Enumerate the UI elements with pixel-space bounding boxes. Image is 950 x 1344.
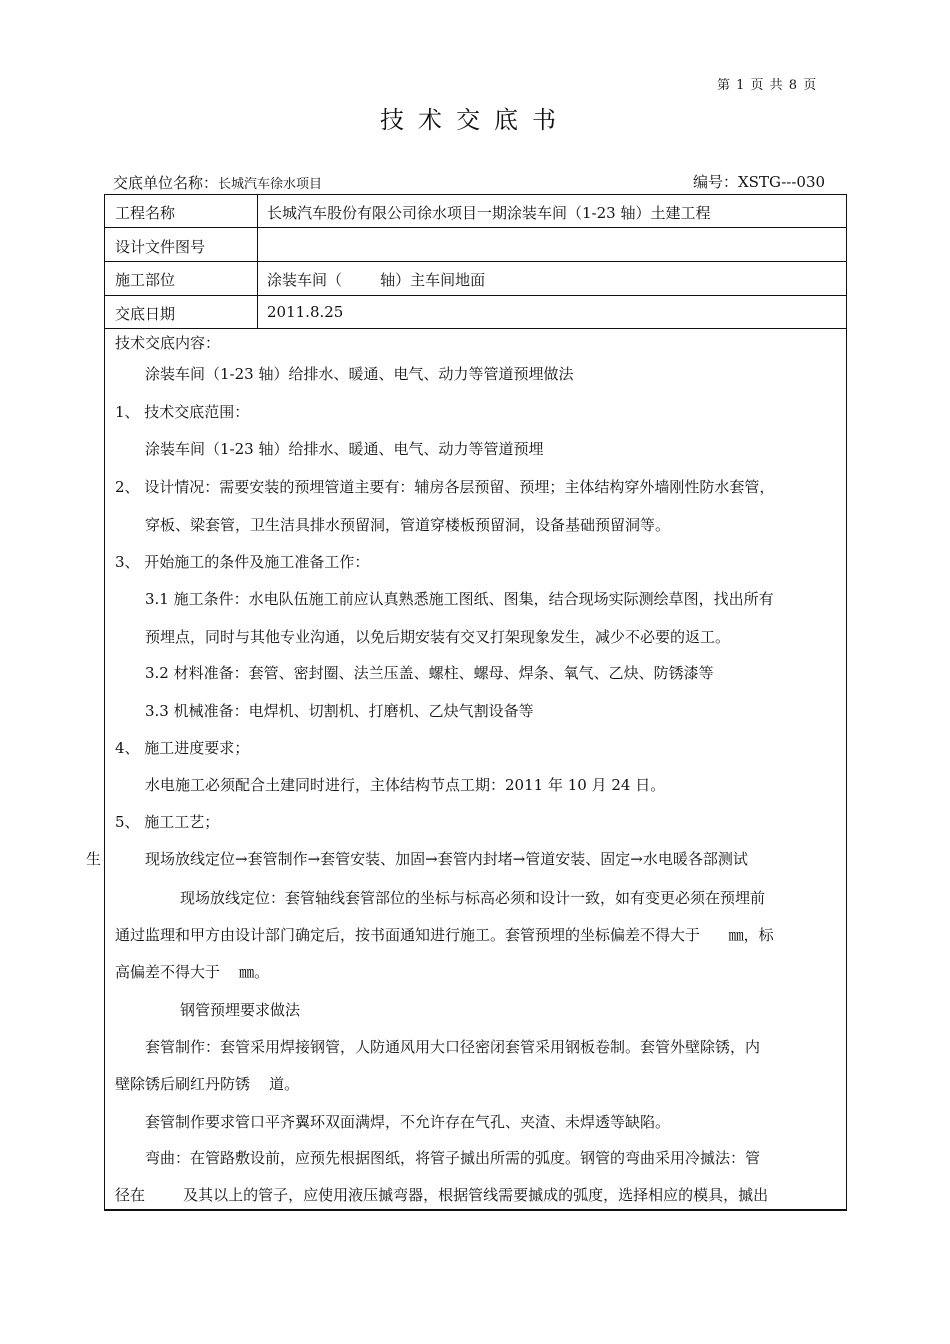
construction-location-value: 涂装车间（ 轴）主车间地面 (267, 271, 486, 289)
paragraph-line: 现场放线定位：套管轴线套管部位的坐标与标高必须和设计一致，如有变更必须在预埋前 (180, 889, 766, 907)
paragraph-line: 预埋点，同时与其他专业沟通，以免后期安装有交叉打架现象发生，减少不必要的返工。 (145, 628, 731, 646)
table-divider (104, 328, 847, 329)
paragraph-line: 水电施工必须配合土建同时进行，主体结构节点工期：2011 年 10 月 24 日。 (145, 776, 666, 794)
process-flow: 现场放线定位→套管制作→套管安装、加固→套管内封堵→管道安装、固定→水电暖各部测试 (145, 850, 748, 868)
content-heading: 技术交底内容： (115, 334, 221, 352)
project-name-value: 长城汽车股份有限公司徐水项目一期涂装车间（1-23 轴）土建工程 (267, 204, 711, 222)
document-code: 编号：XSTG---030 (693, 173, 826, 191)
paragraph-line: 径在 及其以上的管子，应使用液压摵弯器，根据管线需要摵成的弧度，选择相应的模具，摵出 (115, 1186, 769, 1204)
unit-name-value: 长城汽车徐水项目 (218, 177, 323, 192)
content-summary: 涂装车间（1-23 轴）给排水、暖通、电气、动力等管道预埋做法 (145, 365, 574, 383)
section-heading-4: 4、 施工进度要求； (115, 739, 250, 757)
paragraph-line: 穿板、梁套管，卫生洁具排水预留洞，管道穿楼板预留洞，设备基础预留洞等。 (145, 516, 671, 534)
paragraph-line: 3.3 机械准备：电焊机、切割机、打磨机、乙炔气割设备等 (145, 702, 534, 720)
construction-location-label: 施工部位 (115, 271, 176, 289)
table-column-divider (257, 194, 258, 328)
paragraph-line: 涂装车间（1-23 轴）给排水、暖通、电气、动力等管道预埋 (145, 440, 544, 458)
table-divider (104, 261, 847, 262)
paragraph-line: 3.2 材料准备：套管、密封圈、法兰压盖、螺柱、螺母、焊条、氧气、乙炔、防锈漆等 (145, 664, 714, 682)
section-heading-2: 2、 设计情况：需要安装的预埋管道主要有：辅房各层预留、预埋；主体结构穿外墙刚性防水套管， (115, 478, 775, 496)
paragraph-line: 高偏差不得大于 ㎜。 (115, 963, 270, 981)
table-divider (104, 227, 847, 228)
paragraph-line: 套管制作要求管口平齐翼环双面满焊，不允许存在气孔、夹渣、未焊透等缺陷。 (145, 1113, 671, 1131)
paragraph-line: 弯曲：在管路敷设前，应预先根据图纸，将管子摵出所需的弧度。钢管的弯曲采用冷摵法：管 (145, 1149, 761, 1167)
project-name-label: 工程名称 (115, 204, 176, 222)
design-drawing-label: 设计文件图号 (115, 238, 206, 256)
subsection-heading: 钢管预埋要求做法 (180, 1001, 301, 1019)
paragraph-line: 通过监理和甲方由设计部门确定后，按书面通知进行施工。套管预埋的坐标偏差不得大于 ㎜，标 (115, 926, 774, 944)
section-heading-3: 3、 开始施工的条件及施工准备工作： (115, 553, 370, 571)
disclosure-date-label: 交底日期 (115, 305, 176, 323)
unit-name-label: 交底单位名称： (113, 174, 219, 192)
section-heading-5: 5、 施工工艺； (115, 813, 220, 831)
paragraph-line: 3.1 施工条件：水电队伍施工前应认真熟悉施工图纸、图集，结合现场实际测绘草图，找出所有 (145, 590, 774, 608)
disclosure-date-value: 2011.8.25 (267, 303, 344, 321)
page-number: 第 1 页 共 8 页 (717, 78, 818, 93)
paragraph-line: 壁除锈后刷红丹防锈 道。 (115, 1075, 300, 1093)
unit-name-field (113, 172, 322, 193)
section-heading-1: 1、 技术交底范围： (115, 403, 250, 421)
document-title: 技术交底书 (380, 106, 570, 134)
paragraph-line: 套管制作：套管采用焊接钢管，人防通风用大口径密闭套管采用钢板卷制。套管外壁除锈，内 (145, 1038, 761, 1056)
margin-mark: 生 (86, 850, 102, 868)
table-divider (104, 295, 847, 296)
